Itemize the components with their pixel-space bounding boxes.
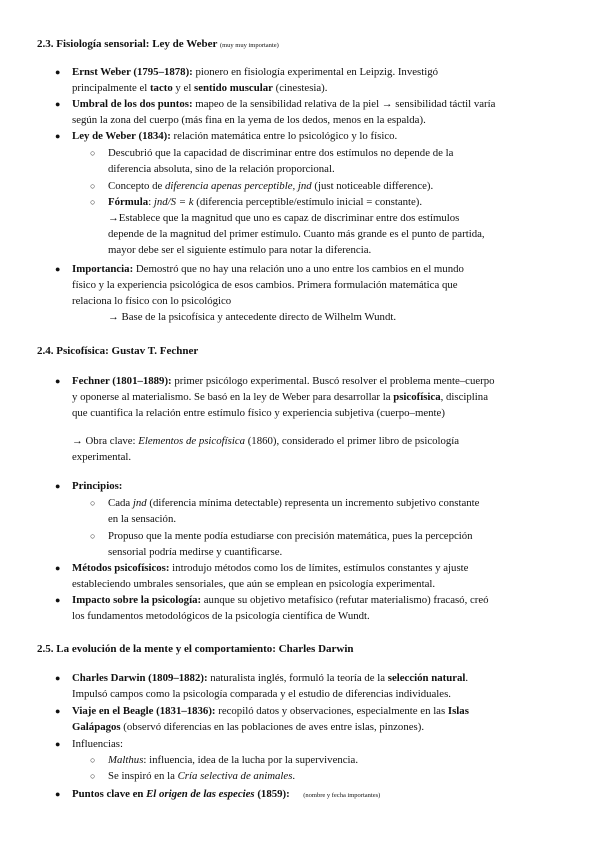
bullet-dot: ● [55,481,61,491]
text-line: Se inspiró en la Cría selectiva de animales. [108,770,296,782]
bullet-dot: ● [55,67,61,77]
text-line: →Establece que la magnitud que uno es capaz de discriminar entre dos estímulos [108,212,460,224]
text-line: Propuso que la mente podía estudiarse con precisión matemática, pues la percepción [108,530,473,542]
bullet-circle: ○ [90,531,96,541]
text-line: Cada jnd (diferencia mínima detectable) representa un incremento subjetivo constante [108,497,480,509]
text-line: Puntos clave en El origen de las especies (1859): (nombre y fecha importantes) [72,788,381,800]
text-line: Viaje en el Beagle (1831–1836): recopiló datos y observaciones, especialmente en las Islas [72,705,469,717]
bullet-dot: ● [55,739,61,749]
bullet-dot: ● [55,131,61,141]
bullet-circle: ○ [90,498,96,508]
text-line: que cuantifica la relación entre estímulo físico y experiencia subjetiva (cuerpo–mente) [72,407,445,419]
text-line: diferencia absoluta, sino de la relación proporcional. [108,163,335,175]
bullet-circle: ○ [90,771,96,781]
text-line: Fechner (1801–1889): primer psicólogo experimental. Buscó resolver el problema mente–cuerpo [72,375,495,387]
text-line: según la zona del cuerpo (más fina en la yema de los dedos, menos en la espalda). [72,114,426,126]
text-line: Charles Darwin (1809–1882): naturalista inglés, formuló la teoría de la selección natural. [72,672,469,684]
text-line: mayor debe ser el siguiente estímulo para notar la diferencia. [108,244,372,256]
bullet-dot: ● [55,595,61,605]
bullet-dot: ● [55,376,61,386]
bullet-dot: ● [55,706,61,716]
text-line: y oponerse al materialismo. Se basó en la ley de Weber para desarrollar la psicofísica, disciplina [72,391,488,403]
bullet-circle: ○ [90,148,96,158]
text-line: Malthus: influencia, idea de la lucha por la supervivencia. [108,754,359,766]
text-line: Concepto de diferencia apenas perceptible, jnd (just noticeable difference). [108,180,434,192]
section-heading-2-4: 2.4. Psicofísica: Gustav T. Fechner [37,345,199,357]
text-line: Influencias: [72,738,123,750]
text-line: relaciona lo físico con lo psicológico [72,295,232,307]
text-line: → Base de la psicofísica y antecedente directo de Wilhelm Wundt. [108,311,397,323]
bullet-dot: ● [55,789,61,799]
text-line: experimental. [72,451,132,463]
text-line: depende de la magnitud del primer estímulo. Cuanto más grande es el punto de partida, [108,228,485,240]
text-line: Métodos psicofísicos: introdujo métodos como los de límites, estímulos constantes y ajuste [72,562,469,574]
text-line: → Obra clave: Elementos de psicofísica (1860), considerado el primer libro de psicología [72,435,460,447]
text-line: Ernst Weber (1795–1878): pionero en fisiología experimental en Leipzig. Investigó [72,66,439,78]
text-line: Fórmula: jnd/S = k (diferencia perceptible/estímulo inicial = constante). [108,196,423,208]
bullet-dot: ● [55,264,61,274]
bullet-dot: ● [55,99,61,109]
text-line: estableciendo umbrales sensoriales, que aún se emplean en psicología experimental. [72,578,436,590]
text-line: Ley de Weber (1834): relación matemática entre lo psicológico y lo físico. [72,130,398,142]
text-line: Descubrió que la capacidad de discriminar entre dos estímulos no depende de la [108,147,454,159]
text-line: Impacto sobre la psicología: aunque su objetivo metafísico (refutar materialismo) fracasó, creó [72,594,489,606]
section-heading-2-3: 2.3. Fisiología sensorial: Ley de Weber (muy muy importante) [37,38,279,50]
bullet-circle: ○ [90,181,96,191]
text-line: principalmente el tacto y el sentido muscular (cinestesia). [72,82,328,94]
text-line: los fundamentos metodológicos de la psicología científica de Wundt. [72,610,370,622]
bullet-dot: ● [55,673,61,683]
text-line: Galápagos (observó diferencias en las poblaciones de aves entre islas, pinzones). [72,721,425,733]
text-line: en la sensación. [108,513,177,525]
bullet-dot: ● [55,563,61,573]
text-line: físico y la experiencia psicológica de esos cambios. Primera formulación matemática que [72,279,458,291]
section-heading-2-5: 2.5. La evolución de la mente y el comportamiento: Charles Darwin [37,643,354,655]
text-line: sensorial podría medirse y cuantificarse. [108,546,283,558]
text-line: Principios: [72,480,123,492]
text-line: Importancia: Demostró que no hay una relación uno a uno entre los cambios en el mundo [72,263,464,275]
bullet-circle: ○ [90,755,96,765]
text-line: Impulsó campos como la psicología comparada y el estudio de diferencias individuales. [72,688,451,700]
bullet-circle: ○ [90,197,96,207]
text-line: Umbral de los dos puntos: mapeo de la sensibilidad relativa de la piel → sensibilidad táctil varía [72,98,496,110]
